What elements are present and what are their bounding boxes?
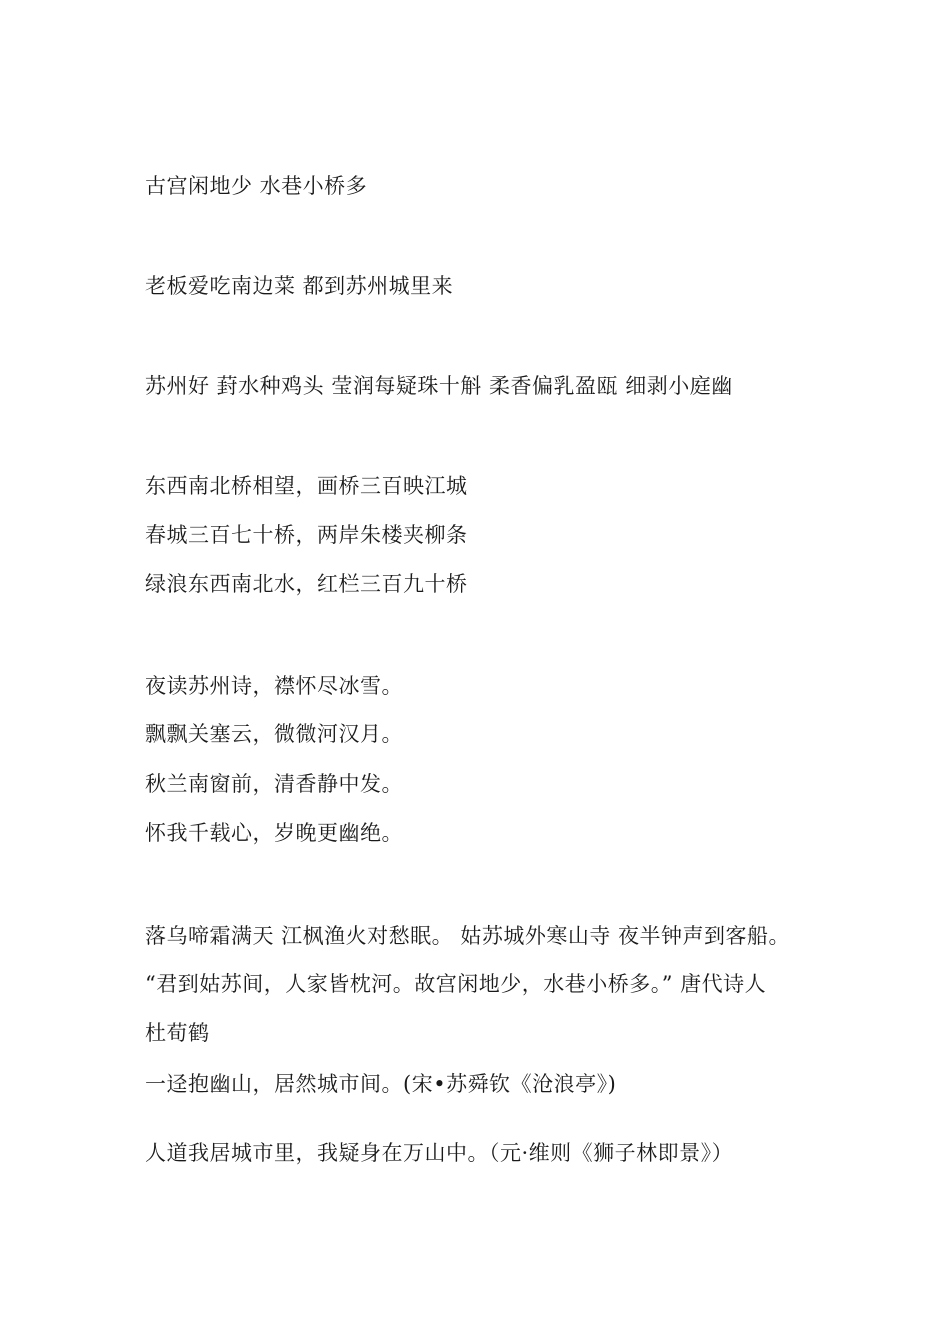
text-line: 绿浪东西南北水，红栏三百九十桥 xyxy=(145,572,468,596)
text-line: 怀我千载心，岁晚更幽绝。 xyxy=(145,821,403,845)
text-line: 夜读苏州诗，襟怀尽冰雪。 xyxy=(145,674,403,698)
text-line: 秋兰南窗前，清香静中发。 xyxy=(145,772,403,796)
text-line: 一迳抱幽山，居然城市间。(宋•苏舜钦《沧浪亭》) xyxy=(145,1072,617,1096)
text-line: 春城三百七十桥，两岸朱楼夹柳条 xyxy=(145,523,468,547)
text-line: 老板爱吃南边菜 都到苏州城里来 xyxy=(145,274,454,298)
text-line: 苏州好 葑水种鸡头 莹润每疑珠十斛 柔香偏乳盈瓯 细剥小庭幽 xyxy=(145,374,733,398)
text-line: 东西南北桥相望，画桥三百映江城 xyxy=(145,474,468,498)
text-line: 落乌啼霜满天 江枫渔火对愁眠。 姑苏城外寒山寺 夜半钟声到客船。 xyxy=(145,924,791,948)
text-line: “君到姑苏间，人家皆枕河。故宫闲地少，水巷小桥多。” 唐代诗人 xyxy=(145,972,767,996)
text-line: 杜荀鹤 xyxy=(145,1021,210,1045)
text-line: 古宫闲地少 水巷小桥多 xyxy=(145,174,368,198)
text-line: 飘飘关塞云，微微河汉月。 xyxy=(145,722,403,746)
text-line: 人道我居城市里，我疑身在万山中。（元·维则《狮子林即景》） xyxy=(145,1141,734,1165)
